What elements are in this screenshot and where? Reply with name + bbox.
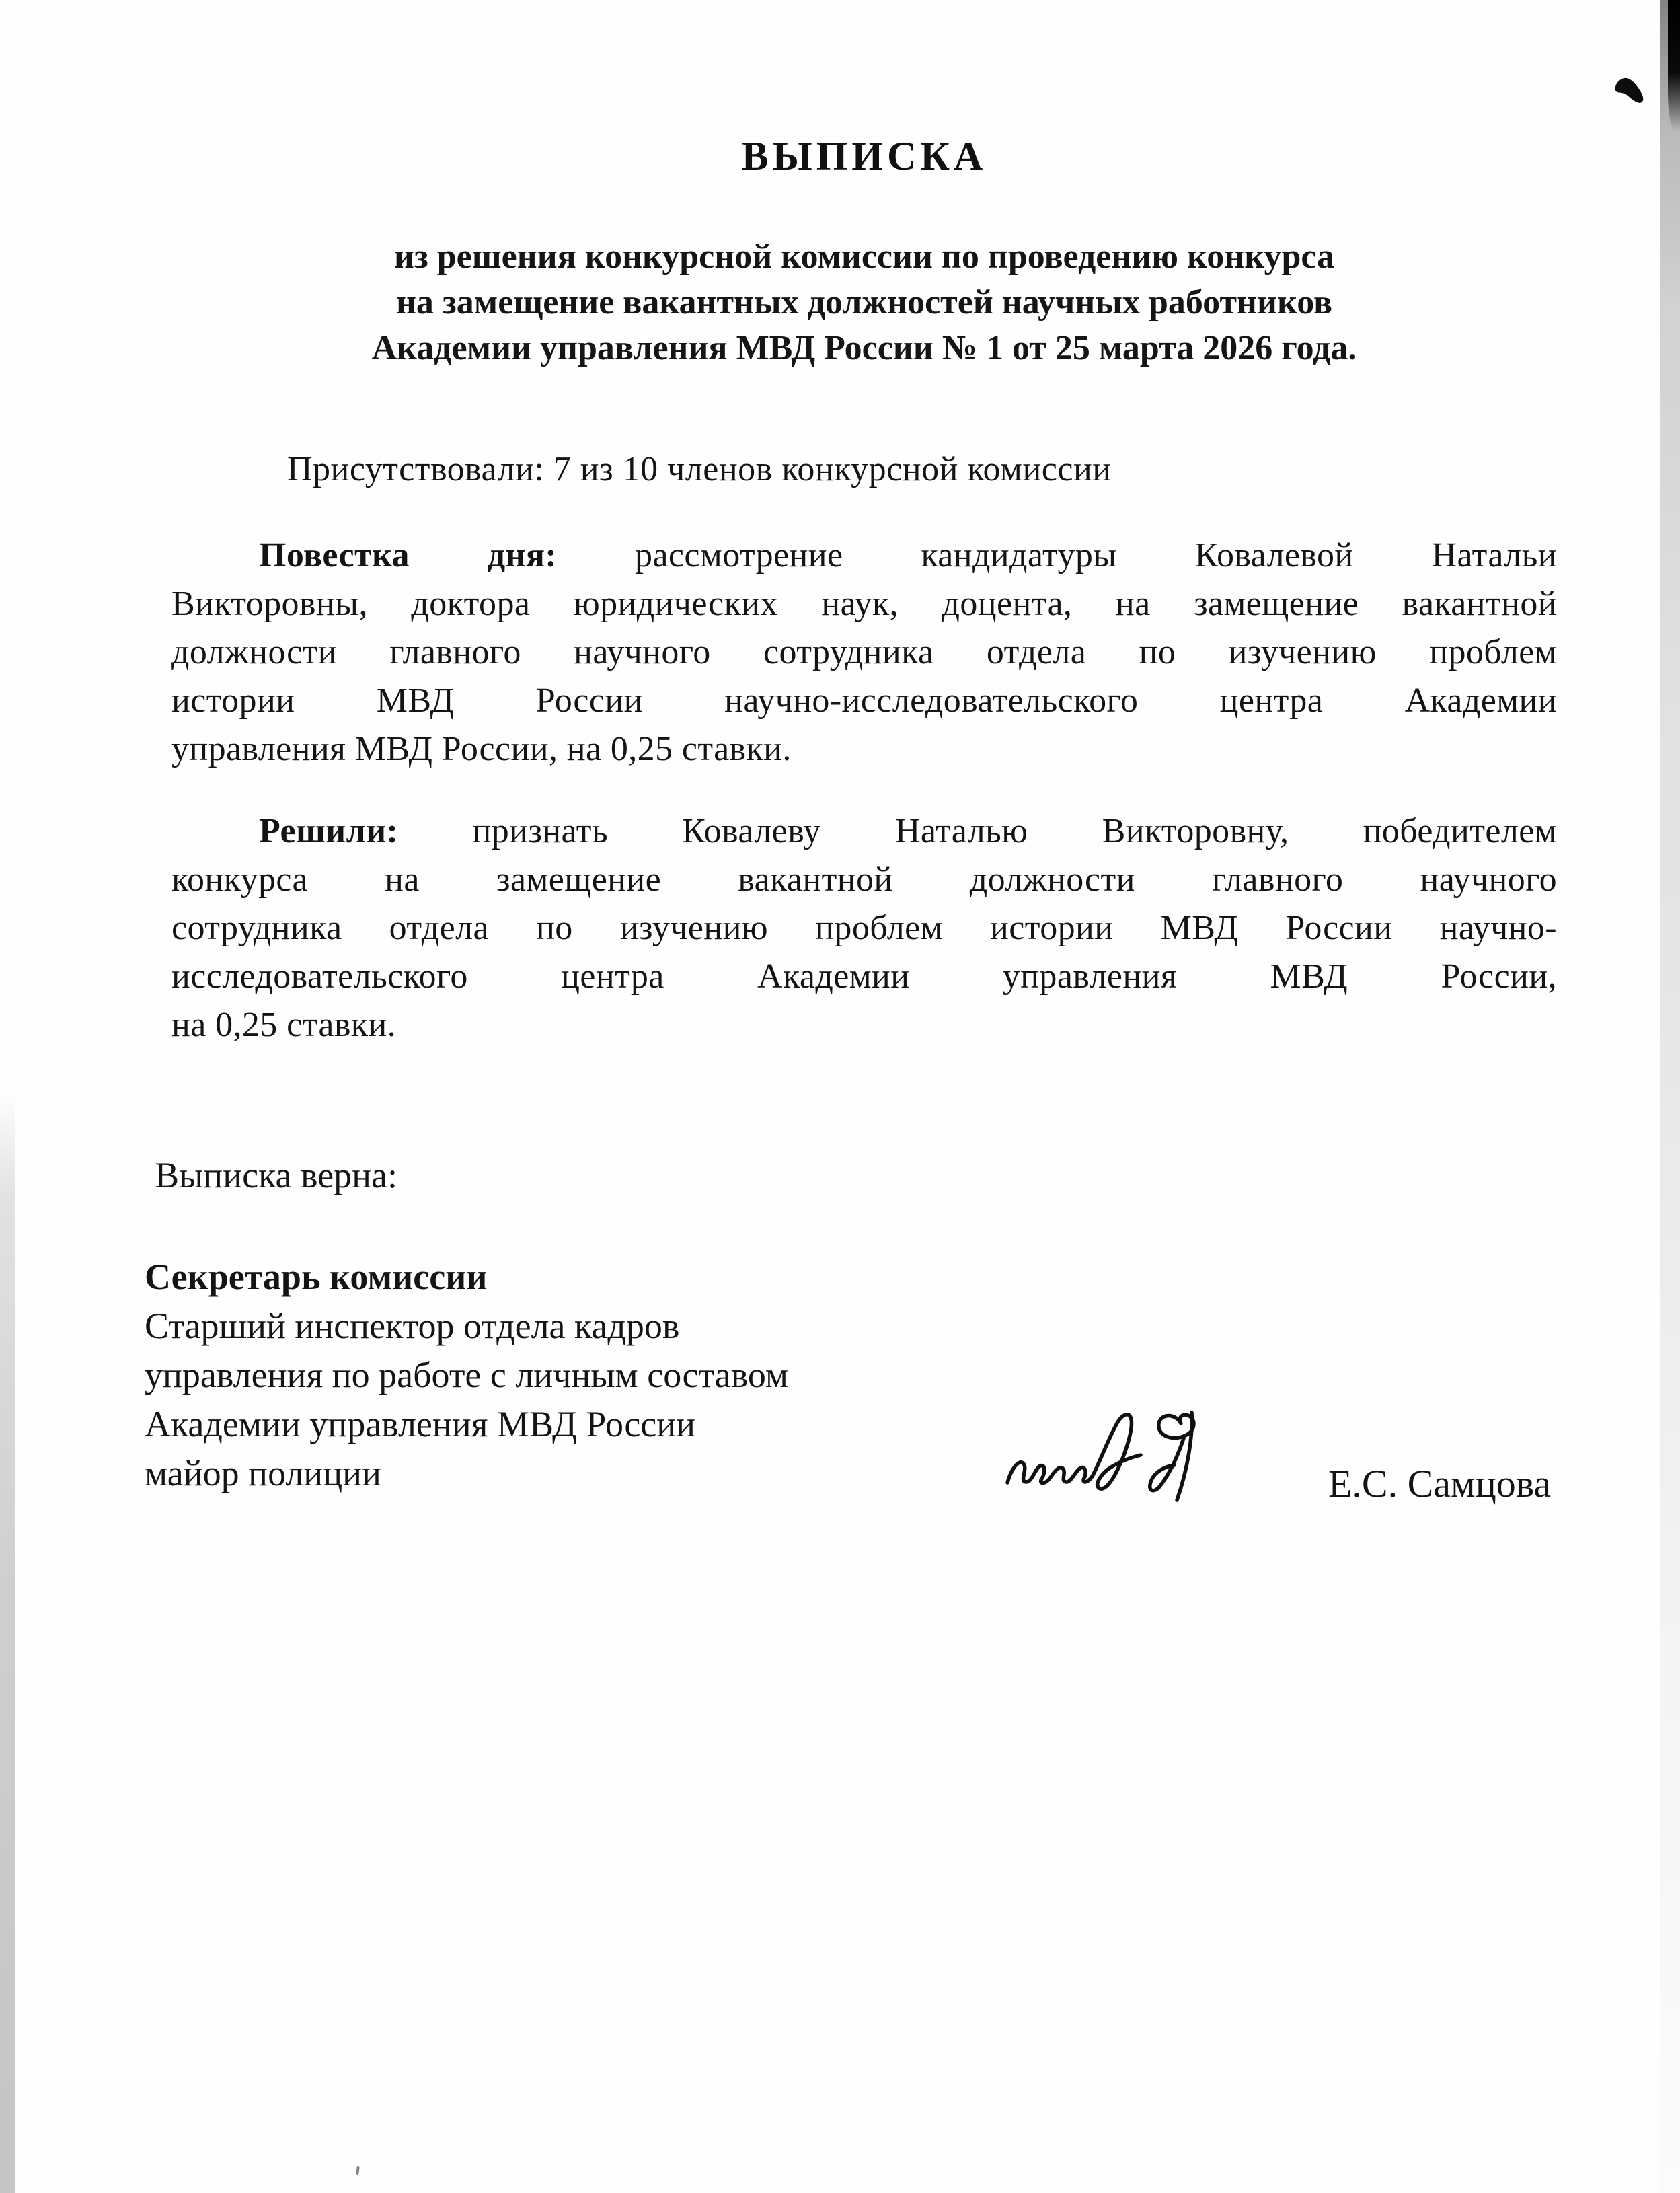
signatory-role-title: Секретарь комиссии [145,1257,488,1297]
signatory-name: Е.С. Самцова [1328,1462,1552,1506]
agenda-paragraph [171,531,1557,774]
agenda-line-5: управления МВД России, на 0,25 ставки. [171,730,792,768]
subtitle-line-2: на замещение вакантных должностей научных работников [395,283,1333,322]
signatory-role-line-3: Академии управления МВД России [145,1404,696,1444]
signatory-role-line-2: управления по работе с личным составом [145,1355,788,1395]
decision-line-5: на 0,25 ставки. [171,1006,397,1044]
agenda-line-1-text: рассмотрение кандидатуры Ковалевой Натальи [635,536,1557,574]
agenda-line-4: истории МВД России научно-исследовательского центра Академии [171,681,1557,720]
decision-line-3: сотрудника отдела по изучению проблем истории МВД России научно- [171,909,1557,947]
decision-line-4: исследовательского центра Академии управления МВД России, [171,957,1557,996]
document-title: ВЫПИСКА [741,134,987,178]
subtitle-line-1: из решения конкурсной комиссии по проведению конкурса [393,237,1335,276]
scan-edge-left [0,1090,15,2193]
signatory-role-line-4: майор полиции [145,1453,381,1493]
document-subtitle [171,234,1557,371]
signatory-block [145,1253,952,1498]
scan-edge-right-dark [1668,0,1680,131]
agenda-label: Повестка дня: [259,536,558,574]
signature-icon [1001,1403,1236,1511]
subtitle-line-3: Академии управления МВД России № 1 от 25 марта 2026 года. [371,329,1357,367]
signatory-role-line-1: Старший инспектор отдела кадров [145,1306,680,1346]
decision-label: Решили: [259,812,399,850]
scan-speck [356,2166,360,2175]
scan-edge-right [1660,0,1680,2193]
agenda-line-3: должности главного научного сотрудника отдела по изучению проблем [171,633,1557,671]
decision-paragraph [171,807,1557,1049]
agenda-line-2: Викторовны, доктора юридических наук, доцента, на замещение вакантной [171,585,1557,623]
agenda-line-1 [171,531,1557,580]
decision-line-2: конкурса на замещение вакантной должности главного научного [171,860,1557,899]
certification-line: Выписка верна: [155,1155,397,1195]
attendance-line: Присутствовали: 7 из 10 членов конкурсной комиссии [287,450,1112,488]
decision-line-1-text: признать Ковалеву Наталью Викторовну, победителем [472,812,1558,850]
decision-line-1 [171,807,1557,856]
pen-mark-icon [1613,75,1649,118]
